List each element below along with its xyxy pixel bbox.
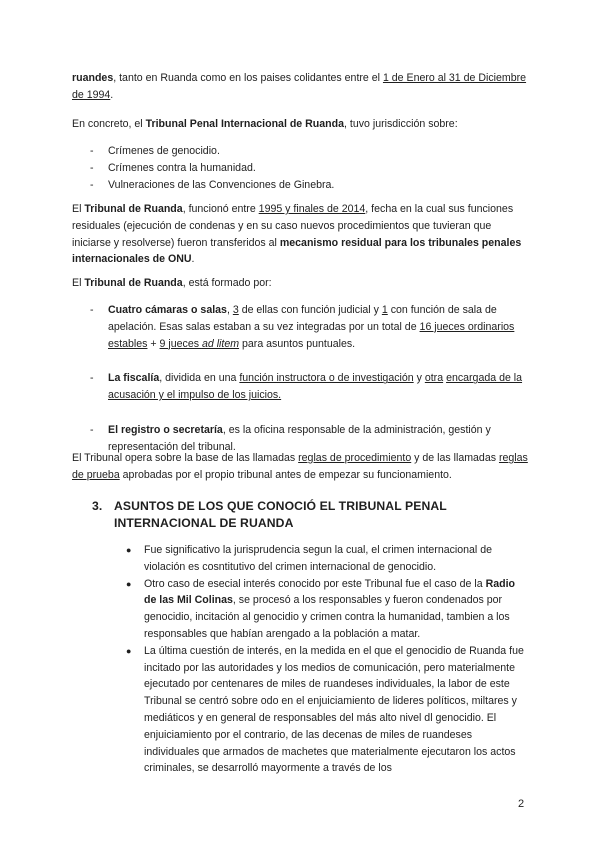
list-item: - Vulneraciones de las Convenciones de Ginebra. [90, 178, 335, 191]
list-item-chambers: - Cuatro cámaras o salas, 3 de ellas con función judicial y 1 con función de sala de apelación. Esas salas estaban a su vez integradas por un total de 16 jueces ordinarios estables + 9 jueces ad litem para asuntos puntuales. [90, 304, 515, 350]
paragraph-tribunal-duration: El Tribunal de Ruanda, funcionó entre 1995 y finales de 2014, fecha en la cual sus funciones residuales (ejecución de condenas y en su caso nuevos procedimientos que tuvieran que iniciarse y resolverse) fueron transferidos al mecanismo residual para los tribunales penales internacionales de ONU. [72, 203, 522, 266]
list-item: - Crímenes de genocidio. [90, 145, 220, 157]
cases-list [120, 542, 530, 777]
page-number: 2 [518, 798, 525, 810]
paragraph-composition-intro: El Tribunal de Ruanda, está formado por: [72, 277, 272, 289]
list-item-registry: - El registro o secretaría, es la oficina responsable de la administración, gestión y representación del tribunal. [90, 423, 491, 453]
composition-list [72, 302, 530, 456]
jurisdiction-list [72, 143, 530, 193]
list-item: ● La última cuestión de interés, en la medida en el que el genocidio de Ruanda fue incitado por las autoridades y los medios de comunicación, pero materialmente ejecutado por centenares de miles de ruandeses individuales, la labor de este Tribunal se centró sobre odo en el enjuiciamiento de lideres políticos, miltares y mediáticos y en general de responsables del más alto nivel dl genocidio. El enjuiciamiento por el contrario, de las decenas de miles de ruandeses individuales que armados de machetes que materialmente ejecutaron los actos criminales, se desarrolló mayormente a través de los [126, 644, 524, 775]
list-item: ● Otro caso de esecial interés conocido por este Tribunal fue el caso de la Radio de las Mil Colinas, se procesó a los responsables y fueron condenados por genocidio, incitación al genocidio y crimen contra la humanidad, tambien a los responsables que habían arengado a la población a matar. [126, 577, 515, 640]
list-item-prosecutor: - La fiscalía, dividida en una función instructora o de investigación y otra encargada de la acusación y el impulso de los juicios. [90, 372, 523, 402]
list-item: ● Fue significativo la jurisprudencia segun la cual, el crimen internacional de violación es cosntitutivo del crimen internacional de genocidio. [126, 544, 493, 573]
paragraph-jurisdiction-intro: En concreto, el Tribunal Penal Internacional de Ruanda, tuvo jurisdicción sobre: [72, 118, 458, 130]
list-item: - Crímenes contra la humanidad. [90, 161, 256, 174]
paragraph-continuation: ruandes, tanto en Ruanda como en los paises colidantes entre el 1 de Enero al 31 de Diciembre de 1994. [72, 72, 527, 101]
section-heading-3: 3. ASUNTOS DE LOS QUE CONOCIÓ EL TRIBUNAL PENAL INTERNACIONAL DE RUANDA [92, 499, 447, 530]
paragraph-rules: El Tribunal opera sobre la base de las llamadas reglas de procedimiento y de las llamadas reglas de prueba aprobadas por el propio tribunal antes de empezar su funcionamiento. [72, 452, 528, 481]
